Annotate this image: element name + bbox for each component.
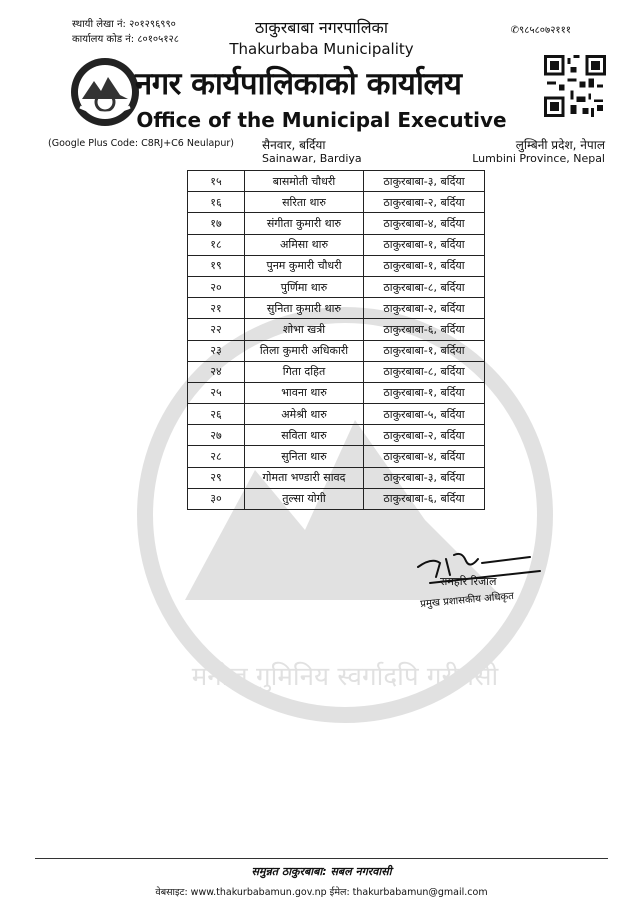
watermark-text: मनोज गुमिनिय स्वर्गादपि गरीयसी (191, 662, 499, 692)
name-cell: सविता थारु (245, 425, 364, 446)
table-row (188, 192, 485, 213)
beneficiary-table (187, 170, 485, 510)
address-cell: ठाकुरबाबा-६, बर्दिया (364, 319, 485, 340)
serial-number-cell: १६ (188, 192, 245, 213)
name-cell: सरिता थारु (245, 192, 364, 213)
serial-number-cell: १७ (188, 213, 245, 234)
name-cell: अमिसा थारु (245, 234, 364, 255)
address-cell: ठाकुरबाबा-१, बर्दिया (364, 382, 485, 403)
address-en: Sainawar, Bardiya (262, 152, 362, 165)
address-cell: ठाकुरबाबा-८, बर्दिया (364, 276, 485, 297)
name-cell: पुनम कुमारी चौधरी (245, 255, 364, 276)
address-cell: ठाकुरबाबा-१, बर्दिया (364, 234, 485, 255)
table-row (188, 446, 485, 467)
name-cell: संगीता कुमारी थारु (245, 213, 364, 234)
serial-number-cell: २९ (188, 467, 245, 488)
address-cell: ठाकुरबाबा-३, बर्दिया (364, 467, 485, 488)
office-title-np: नगर कार्यपालिकाको कार्यालय (135, 66, 462, 102)
table-row (188, 213, 485, 234)
footer-slogan: समुन्नत ठाकुरबाबा: सबल नगरवासी (251, 865, 392, 878)
table-row (188, 382, 485, 403)
serial-number-cell: २७ (188, 425, 245, 446)
name-cell: सुनिता कुमारी थारु (245, 298, 364, 319)
google-plus-code: (Google Plus Code: C8RJ+C6 Neulapur) (48, 138, 234, 149)
municipality-name-np: ठाकुरबाबा नगरपालिका (254, 18, 388, 37)
table-row (188, 319, 485, 340)
serial-number-cell: २४ (188, 361, 245, 382)
name-cell: गोमता भण्डारी सावद (245, 467, 364, 488)
province-en: Lumbini Province, Nepal (472, 152, 605, 165)
name-cell: पुर्णिमा थारु (245, 276, 364, 297)
municipality-name-en: Thakurbaba Municipality (229, 40, 414, 58)
office-title-en: Office of the Municipal Executive (136, 108, 507, 132)
address-cell: ठाकुरबाबा-४, बर्दिया (364, 446, 485, 467)
table-row (188, 171, 485, 192)
table-row (188, 276, 485, 297)
name-cell: भावना थारु (245, 382, 364, 403)
address-cell: ठाकुरबाबा-३, बर्दिया (364, 171, 485, 192)
address-np: सैनवार, बर्दिया (262, 138, 326, 152)
name-cell: सुनिता थारु (245, 446, 364, 467)
province-np: लुम्बिनी प्रदेश, नेपाल (515, 138, 605, 152)
address-cell: ठाकुरबाबा-१, बर्दिया (364, 255, 485, 276)
table-row (188, 404, 485, 425)
address-cell: ठाकुरबाबा-१, बर्दिया (364, 340, 485, 361)
serial-number-cell: २० (188, 276, 245, 297)
table-row (188, 488, 485, 509)
signer-name: रामहरि रिजाल (440, 575, 497, 588)
table-row (188, 425, 485, 446)
phone-number: ✆९८५८०७२१११ (510, 25, 571, 36)
address-cell: ठाकुरबाबा-२, बर्दिया (364, 192, 485, 213)
address-cell: ठाकुरबाबा-४, बर्दिया (364, 213, 485, 234)
address-cell: ठाकुरबाबा-५, बर्दिया (364, 404, 485, 425)
name-cell: शोभा खत्री (245, 319, 364, 340)
name-cell: तुल्सा योगी (245, 488, 364, 509)
address-cell: ठाकुरबाबा-२, बर्दिया (364, 298, 485, 319)
serial-number-cell: २८ (188, 446, 245, 467)
name-cell: गिता दहित (245, 361, 364, 382)
serial-number-cell: ३० (188, 488, 245, 509)
name-cell: अमेश्री थारु (245, 404, 364, 425)
serial-number-cell: १९ (188, 255, 245, 276)
table-row (188, 340, 485, 361)
serial-number-cell: १५ (188, 171, 245, 192)
pan-number: स्थायी लेखा नं: २०१२९६९९० (72, 19, 176, 30)
footer-contact: वेबसाइट: www.thakurbabamun.gov.np ईमेल: thakurbabamun@gmail.com (155, 887, 488, 898)
serial-number-cell: २२ (188, 319, 245, 340)
serial-number-cell: २१ (188, 298, 245, 319)
address-cell: ठाकुरबाबा-८, बर्दिया (364, 361, 485, 382)
serial-number-cell: १८ (188, 234, 245, 255)
table-body (188, 171, 485, 510)
signer-title: प्रमुख प्रशासकीय अधिकृत (419, 590, 515, 611)
serial-number-cell: २५ (188, 382, 245, 403)
footer-divider (35, 858, 608, 859)
table-row (188, 255, 485, 276)
table-row (188, 361, 485, 382)
table-row (188, 298, 485, 319)
table-row (188, 234, 485, 255)
table-row (188, 467, 485, 488)
address-cell: ठाकुरबाबा-२, बर्दिया (364, 425, 485, 446)
address-cell: ठाकुरबाबा-६, बर्दिया (364, 488, 485, 509)
serial-number-cell: २३ (188, 340, 245, 361)
office-code: कार्यालय कोड नं: ८०१०५१२८ (72, 34, 179, 45)
name-cell: तिला कुमारी अधिकारी (245, 340, 364, 361)
name-cell: बासमोती चौधरी (245, 171, 364, 192)
serial-number-cell: २६ (188, 404, 245, 425)
